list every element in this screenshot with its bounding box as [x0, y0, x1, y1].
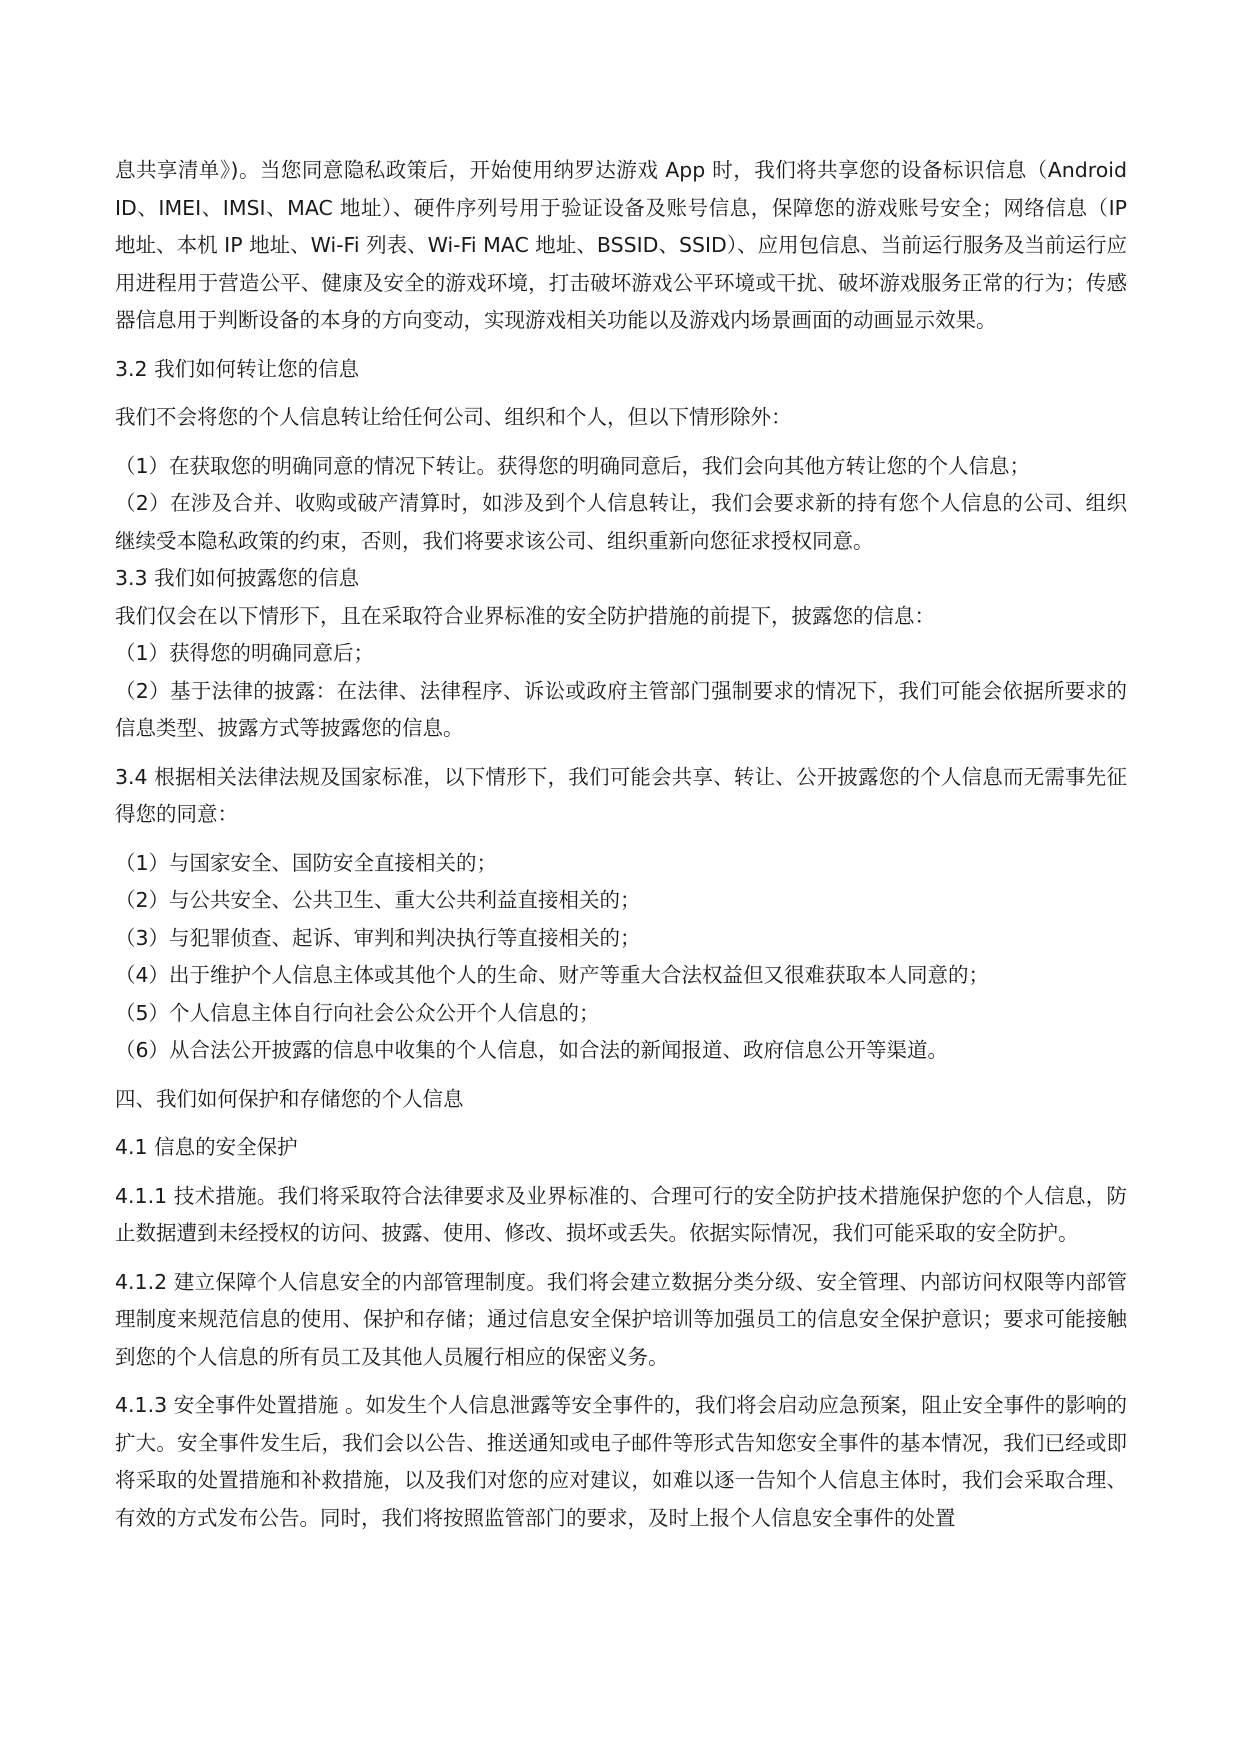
list-item: （6）从合法公开披露的信息中收集的个人信息，如合法的新闻报道、政府信息公开等渠道。 [115, 1038, 949, 1062]
list-item: （2）与公共安全、公共卫生、重大公共利益直接相关的； [115, 888, 641, 912]
list-item: （4）出于维护个人信息主体或其他个人的生命、财产等重大合法权益但又很难获取本人同意的； [115, 963, 990, 987]
list-item: （1）与国家安全、国防安全直接相关的； [115, 850, 498, 875]
list-item: （1）在获取您的明确同意的情况下转让。获得您的明确同意后，我们会向其他方转让您的个人信息； [115, 453, 1031, 478]
paragraph-intro: 息共享清单》)。当您同意隐私政策后，开始使用纳罗达游戏 App 时，我们将共享您的设备标识信息（Android ID、IMEI、IMSI、MAC 地址）、硬件序列号用于验证设备及账号信息，保障您的游戏账号安全；网络信息（IP 地址、本机 IP 地址、Wi-Fi 列表、Wi-Fi MAC 地址、BSSID、SSID）、应用包信息、当前运行服务及当前运行应用进程用于营造公平、健康及安全的游戏环境，打击破坏游戏公平环境或干扰、破坏游戏服务正常的行为；传感器信息用于判断设备的本身的方向变动，实现游戏相关功能以及游戏内场景画面的动画显示效果。 [115, 158, 1127, 332]
list-item: （2）在涉及合并、收购或破产清算时，如涉及到个人信息转让，我们会要求新的持有您个人信息的公司、组织继续受本隐私政策的约束，否则，我们将要求该公司、组织重新向您征求授权同意。 [115, 491, 1127, 553]
list-item: （1）获得您的明确同意后； [115, 641, 375, 665]
heading-3-3: 3.3 我们如何披露您的信息 [115, 566, 360, 590]
heading-4: 四、我们如何保护和存储您的个人信息 [115, 1086, 464, 1111]
document-body [115, 152, 1127, 1537]
heading-3-2: 3.2 我们如何转让您的信息 [115, 356, 360, 381]
list-item: （2）基于法律的披露：在法律、法律程序、诉讼或政府主管部门强制要求的情况下，我们可能会依据所要求的信息类型、披露方式等披露您的信息。 [115, 678, 1127, 740]
paragraph-4-1-2: 4.1.2 建立保障个人信息安全的内部管理制度。我们将会建立数据分类分级、安全管理、内部访问权限等内部管理制度来规范信息的使用、保护和存储；通过信息安全保护培训等加强员工的信息安全保护意识；要求可能接触到您的个人信息的所有员工及其他人员履行相应的保密义务。 [115, 1269, 1127, 1369]
paragraph-3-3: 我们仅会在以下情形下，且在采取符合业界标准的安全防护措施的前提下，披露您的信息： [115, 603, 935, 628]
paragraph-3-2: 我们不会将您的个人信息转让给任何公司、组织和个人，但以下情形除外： [115, 405, 792, 429]
heading-4-1: 4.1 信息的安全保护 [115, 1135, 298, 1159]
paragraph-3-4: 3.4 根据相关法律法规及国家标准，以下情形下，我们可能会共享、转让、公开披露您的个人信息而无需事先征得您的同意： [115, 764, 1127, 826]
list-item: （5）个人信息主体自行向社会公众公开个人信息的； [115, 1000, 600, 1025]
paragraph-4-1-3: 4.1.3 安全事件处置措施 。如发生个人信息泄露等安全事件的，我们将会启动应急预案，阻止安全事件的影响的扩大。安全事件发生后，我们会以公告、推送通知或电子邮件等形式告知您安全事件的基本情况，我们已经或即将采取的处置措施和补救措施，以及我们对您的应对建议，如难以逐一告知个人信息主体时，我们会采取合理、有效的方式发布公告。同时，我们将按照监管部门的要求，及时上报个人信息安全事件的处置 [115, 1393, 1127, 1530]
list-item: （3）与犯罪侦查、起诉、审判和判决执行等直接相关的； [115, 925, 641, 950]
paragraph-4-1-1: 4.1.1 技术措施。我们将采取符合法律要求及业界标准的、合理可行的安全防护技术措施保护您的个人信息，防止数据遭到未经授权的访问、披露、使用、修改、损坏或丢失。依据实际情况，我们可能采取的安全防护。 [115, 1183, 1127, 1245]
